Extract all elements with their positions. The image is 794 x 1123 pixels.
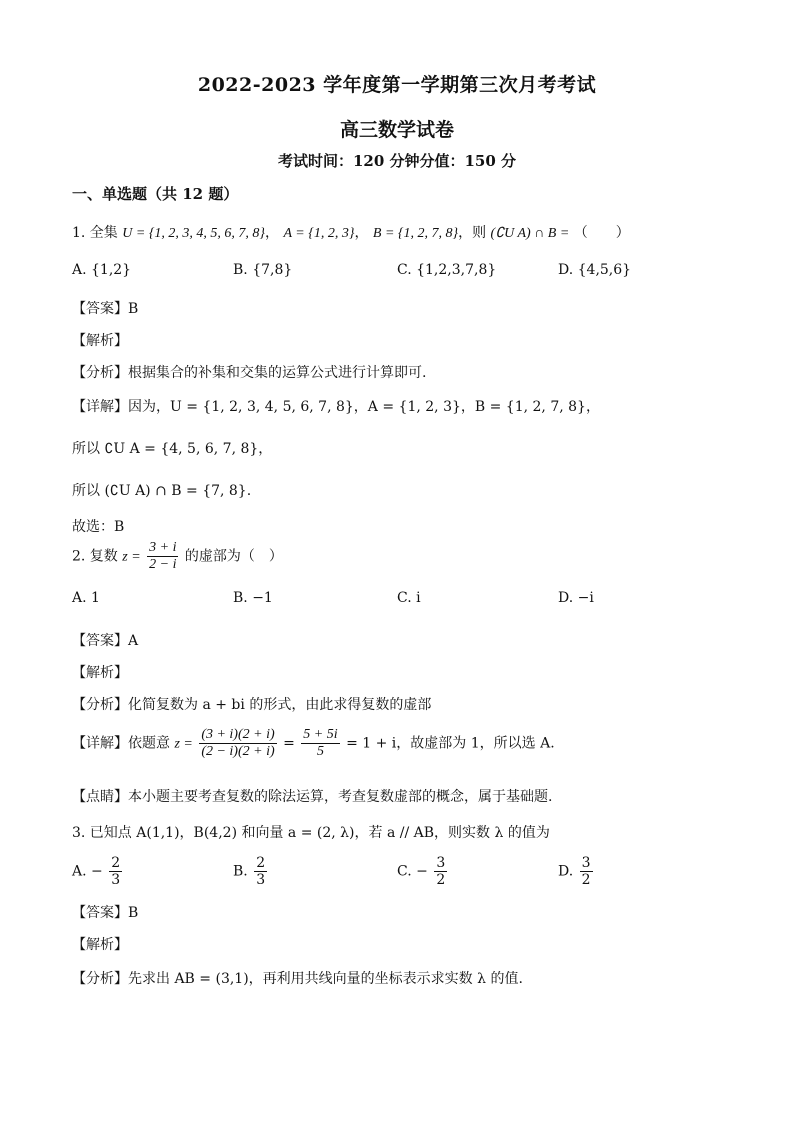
q3-option-c-frac: [434, 855, 447, 888]
q3-option-b: [233, 855, 269, 888]
q2-option-c: C. i: [397, 590, 421, 606]
q2-detail-eq: =: [283, 735, 295, 752]
q3-analysis-text: 先求出 AB = (3,1)，再利用共线向量的坐标表示求实数 λ 的值.: [128, 971, 523, 987]
q3-option-a-sign: −: [91, 863, 103, 880]
q3-option-b-label: B.: [233, 863, 248, 880]
q1-option-a: A. {1,2}: [72, 262, 132, 278]
q1-stem: 1. 全集 U = {1, 2, 3, 4, 5, 6, 7, 8}， A = {1, 2, 3}， B = {1, 2, 7, 8}，则 (∁U A) ∩ B = （ ）: [72, 225, 630, 241]
q3-option-a-den: 3: [111, 872, 121, 888]
q2-note-tag: 【点睛】: [72, 789, 128, 805]
q3-option-c-sign: −: [416, 863, 428, 880]
q3-answer: 【答案】B: [72, 905, 139, 921]
q3-option-a: [72, 855, 124, 888]
q3-option-b-num: 2: [256, 855, 266, 871]
q1-answer: 【答案】B: [72, 301, 139, 317]
q2-detail-prefix: 依题意: [128, 735, 170, 752]
q3-option-c: [397, 855, 449, 888]
q3-stem: 3. 已知点 A(1,1)，B(4,2) 和向量 a = (2, λ)，若 a // AB，则实数 λ 的值为: [72, 825, 550, 841]
q2-suffix: 的虚部为（ ）: [184, 548, 283, 565]
q2-detail: [72, 727, 555, 760]
q2-option-d: D. −i: [558, 590, 594, 606]
q1-option-d: D. {4,5,6}: [558, 262, 632, 278]
q1-set-u: U = {1, 2, 3, 4, 5, 6, 7, 8}: [122, 226, 266, 241]
q1-paren: （ ）: [573, 225, 630, 241]
q2-detail-frac2: [301, 727, 339, 760]
q2-analysis-text: 化简复数为 a + bi 的形式，由此求得复数的虚部: [128, 697, 432, 713]
q2-note: [72, 786, 552, 806]
q2-z: z =: [122, 549, 141, 565]
q1-option-c: C. {1,2,3,7,8}: [397, 262, 497, 278]
exam-subtitle: 高三数学试卷: [339, 119, 454, 141]
q2-analysis-tag: 【分析】: [72, 697, 128, 713]
q3-option-a-label: A.: [72, 863, 87, 880]
q3-option-a-frac: [109, 855, 122, 888]
q2-note-text: 本小题主要考查复数的除法运算，考查复数虚部的概念，属于基础题.: [128, 789, 553, 805]
q3-option-d-label: D.: [558, 863, 574, 880]
q2-detail-result: = 1 + i，故虚部为 1，所以选 A.: [346, 735, 555, 752]
q1-analysis-tag: 【分析】: [72, 365, 128, 381]
q1-analysis: [72, 362, 426, 382]
exam-title: 2022-2023 学年度第一学期第三次月考考试: [197, 74, 597, 96]
q2-detail-frac1-num: (3 + i)(2 + i): [201, 727, 275, 742]
q1-detail: [72, 396, 600, 416]
q2-option-b: B. −1: [233, 590, 273, 606]
q1-prefix: 1. 全集: [72, 225, 118, 241]
q2-detail-frac1: [199, 727, 276, 760]
q3-option-d-den: 2: [581, 872, 591, 888]
q2-prefix: 2. 复数: [72, 548, 118, 565]
q1-step2: 所以 (∁U A) ∩ B = {7, 8}.: [72, 483, 252, 499]
q1-step1: 所以 ∁U A = {4, 5, 6, 7, 8}，: [72, 441, 273, 457]
q2-analysis: [72, 694, 431, 714]
q3-option-b-frac: [254, 855, 267, 888]
q1-ask-prefix: ，则: [458, 225, 487, 241]
q1-set-b: B = {1, 2, 7, 8}: [372, 226, 459, 241]
q1-detail-tag: 【详解】: [72, 399, 128, 415]
q2-frac-num: 3 + i: [149, 540, 177, 555]
q1-detail-text: 因为，U = {1, 2, 3, 4, 5, 6, 7, 8}，A = {1, 2, 3}，B = {1, 2, 7, 8}，: [128, 399, 600, 415]
q1-analysis-text: 根据集合的补集和交集的运算公式进行计算即可.: [128, 365, 427, 381]
q3-analysis-tag: 【分析】: [72, 971, 128, 987]
q3-option-a-num: 2: [111, 855, 121, 871]
q3-option-b-den: 3: [256, 872, 266, 888]
q2-detail-frac2-num: 5 + 5i: [303, 727, 338, 742]
q3-jiexi: 【解析】: [72, 937, 128, 953]
q3-option-c-den: 2: [436, 872, 446, 888]
q2-jiexi: 【解析】: [72, 665, 128, 681]
q3-option-c-label: C.: [397, 863, 412, 880]
q3-analysis: [72, 968, 523, 988]
q3-option-d-frac: [580, 855, 593, 888]
q2-detail-tag: 【详解】: [72, 735, 128, 752]
q1-choose: 故选：B: [72, 519, 125, 535]
q2-option-a: A. 1: [72, 590, 100, 606]
q3-option-d: [558, 855, 595, 888]
q3-option-d-num: 3: [581, 855, 591, 871]
exam-info: 考试时间：120 分钟分值：150 分: [277, 152, 517, 170]
q1-option-b: B. {7,8}: [233, 262, 293, 278]
q1-ask: (∁U A) ∩ B =: [490, 226, 570, 241]
q2-answer: 【答案】A: [72, 633, 139, 649]
q2-stem: [72, 540, 283, 573]
q2-fraction: [147, 540, 178, 573]
q2-detail-z: z =: [174, 736, 193, 752]
section-heading: 一、单选题（共 12 题）: [72, 185, 239, 203]
q2-detail-frac2-den: 5: [316, 744, 324, 759]
q3-option-c-num: 3: [436, 855, 446, 871]
q1-jiexi: 【解析】: [72, 333, 128, 349]
q2-detail-frac1-den: (2 − i)(2 + i): [201, 744, 275, 759]
q1-set-a: A = {1, 2, 3}: [283, 226, 355, 241]
q2-frac-den: 2 − i: [149, 557, 177, 572]
